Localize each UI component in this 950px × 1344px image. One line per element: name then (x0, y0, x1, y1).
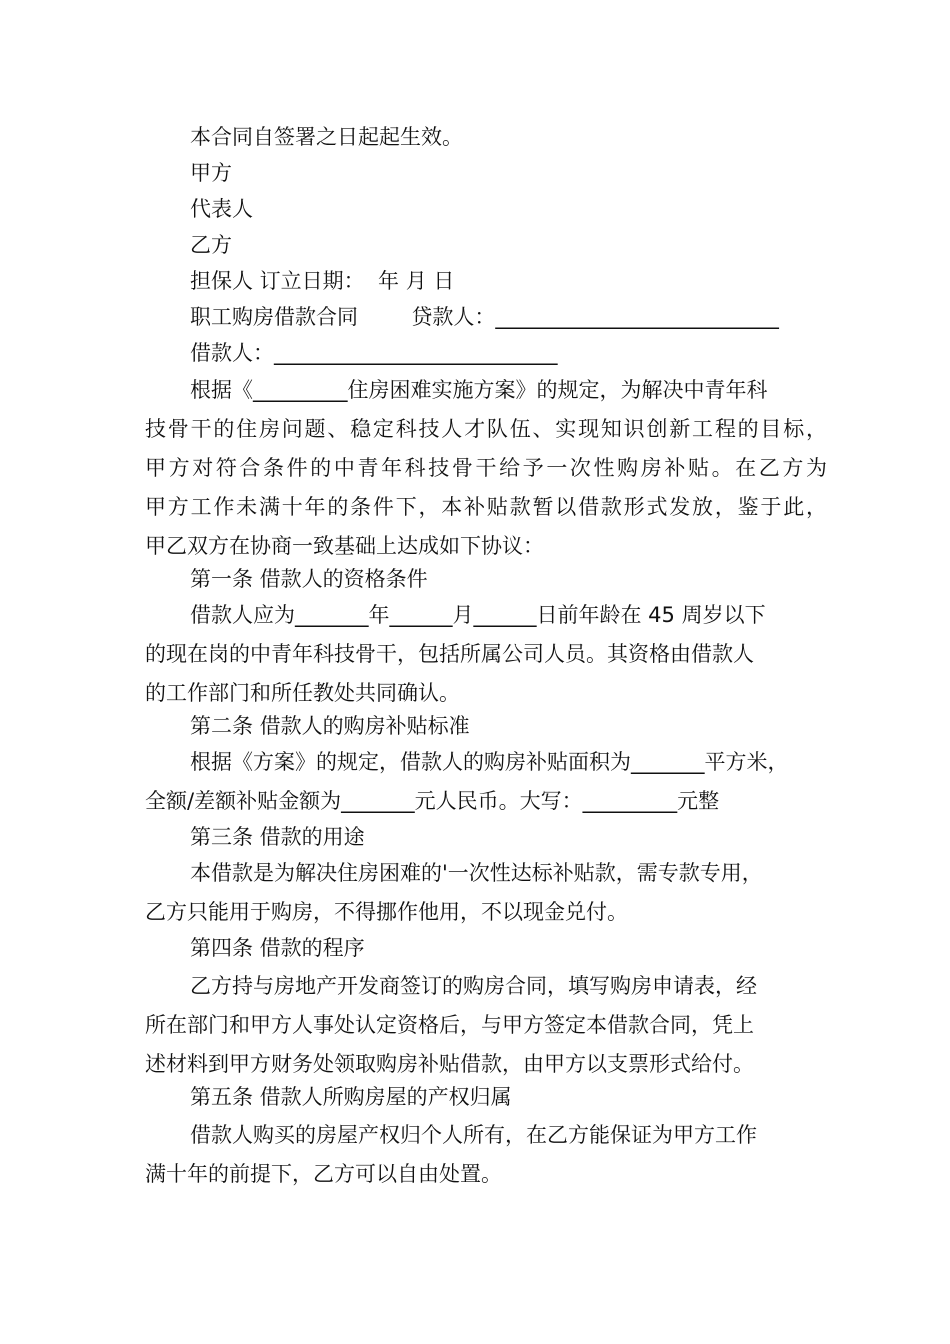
article-4-text: 乙方持与房地产开发商签订的购房合同，填写购房申请表，经 (190, 974, 757, 998)
party-a-label: 甲方 (190, 161, 232, 185)
effective-clause: 本合同自签署之日起起生效。 (190, 125, 463, 149)
article-3-text: 本借款是为解决住房困难的'一次性达标补贴款，需专款专用， (190, 861, 763, 885)
preamble-line: 根据《_________住房困难实施方案》的规定，为解决中青年科 (190, 378, 768, 402)
article-2-text: 根据《方案》的规定，借款人的购房补贴面积为_______平方米， (190, 750, 789, 774)
guarantor-date-line: 担保人 订立日期： 年 月 日 (190, 269, 455, 293)
preamble-line: 甲乙双方在协商一致基础上达成如下协议： (145, 534, 544, 558)
article-5-text: 借款人购买的房屋产权归个人所有，在乙方能保证为甲方工作 (190, 1123, 757, 1147)
article-1-text: 借款人应为_______年______月______日前年龄在 45 周岁以下 (190, 603, 766, 627)
article-1-heading: 第一条 借款人的资格条件 (190, 567, 428, 591)
party-b-label: 乙方 (190, 233, 232, 257)
article-2-heading: 第二条 借款人的购房补贴标准 (190, 714, 470, 738)
article-3-heading: 第三条 借款的用途 (190, 825, 365, 849)
borrower-line: 借款人：___________________________ (190, 341, 558, 365)
preamble-line: 甲方对符合条件的中青年科技骨干给予一次性购房补贴。在乙方为 (145, 456, 827, 480)
article-4-text: 所在部门和甲方人事处认定资格后，与甲方签定本借款合同，凭上 (145, 1013, 754, 1037)
article-4-heading: 第四条 借款的程序 (190, 936, 365, 960)
representative-label: 代表人 (190, 197, 253, 221)
contract-title-lender: 职工购房借款合同 贷款人：___________________________ (190, 305, 779, 329)
article-5-heading: 第五条 借款人所购房屋的产权归属 (190, 1085, 512, 1109)
preamble-line: 技骨干的住房问题、稳定科技人才队伍、实现知识创新工程的目标， (145, 417, 827, 441)
article-5-text: 满十年的前提下，乙方可以自由处置。 (145, 1162, 502, 1186)
article-3-text: 乙方只能用于购房，不得挪作他用，不以现金兑付。 (145, 900, 628, 924)
article-4-text: 述材料到甲方财务处领取购房补贴借款，由甲方以支票形式给付。 (145, 1052, 754, 1076)
article-1-text: 的现在岗的中青年科技骨干，包括所属公司人员。其资格由借款人 (145, 642, 754, 666)
preamble-line: 甲方工作未满十年的条件下，本补贴款暂以借款形式发放，鉴于此， (145, 495, 827, 519)
article-2-text: 全额/差额补贴金额为_______元人民币。大写：_________元整 (145, 789, 720, 813)
article-1-text: 的工作部门和所任教处共同确认。 (145, 681, 460, 705)
